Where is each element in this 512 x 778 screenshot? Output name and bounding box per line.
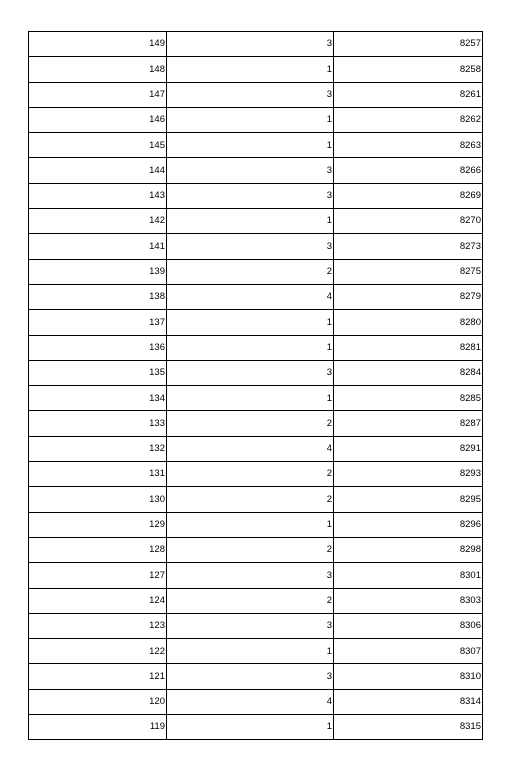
table-cell: 120 — [29, 689, 167, 714]
table-cell: 8298 — [334, 537, 483, 562]
table-cell: 2 — [167, 259, 334, 284]
table-cell: 139 — [29, 259, 167, 284]
table-cell: 8263 — [334, 133, 483, 158]
data-sheet — [28, 31, 482, 740]
table-cell: 8269 — [334, 183, 483, 208]
table-cell: 149 — [29, 32, 167, 57]
table-cell: 119 — [29, 715, 167, 740]
table-cell: 2 — [167, 462, 334, 487]
table-cell: 8266 — [334, 158, 483, 183]
table-cell: 3 — [167, 82, 334, 107]
table-cell: 4 — [167, 436, 334, 461]
table-row — [29, 487, 483, 512]
table-cell: 4 — [167, 689, 334, 714]
table-cell: 148 — [29, 57, 167, 82]
table-cell: 8293 — [334, 462, 483, 487]
table-cell: 136 — [29, 335, 167, 360]
table-cell: 8285 — [334, 386, 483, 411]
table-cell: 132 — [29, 436, 167, 461]
table-row — [29, 715, 483, 740]
table-cell: 8310 — [334, 664, 483, 689]
table-cell: 135 — [29, 360, 167, 385]
table-cell: 145 — [29, 133, 167, 158]
table-cell: 3 — [167, 234, 334, 259]
table-cell: 8270 — [334, 209, 483, 234]
table-cell: 128 — [29, 537, 167, 562]
table-row — [29, 133, 483, 158]
table-cell: 134 — [29, 386, 167, 411]
table-row — [29, 183, 483, 208]
table-cell: 1 — [167, 512, 334, 537]
table-row — [29, 512, 483, 537]
table-row — [29, 462, 483, 487]
table-cell: 1 — [167, 57, 334, 82]
table-row — [29, 386, 483, 411]
table-row — [29, 563, 483, 588]
table-cell: 8281 — [334, 335, 483, 360]
table-cell: 8314 — [334, 689, 483, 714]
table-cell: 1 — [167, 310, 334, 335]
table-cell: 8307 — [334, 639, 483, 664]
table-cell: 2 — [167, 537, 334, 562]
table-cell: 1 — [167, 639, 334, 664]
table-row — [29, 32, 483, 57]
table-cell: 8295 — [334, 487, 483, 512]
table-row — [29, 613, 483, 638]
table-cell: 8301 — [334, 563, 483, 588]
table-cell: 123 — [29, 613, 167, 638]
table-cell: 8315 — [334, 715, 483, 740]
table-body — [29, 32, 483, 740]
table-cell: 3 — [167, 613, 334, 638]
table-cell: 130 — [29, 487, 167, 512]
table-row — [29, 158, 483, 183]
table-cell: 3 — [167, 183, 334, 208]
table-cell: 146 — [29, 107, 167, 132]
table-cell: 8275 — [334, 259, 483, 284]
data-table — [28, 31, 483, 740]
table-cell: 127 — [29, 563, 167, 588]
table-cell: 8291 — [334, 436, 483, 461]
table-cell: 3 — [167, 664, 334, 689]
table-cell: 2 — [167, 487, 334, 512]
table-cell: 4 — [167, 284, 334, 309]
table-cell: 122 — [29, 639, 167, 664]
table-cell: 8257 — [334, 32, 483, 57]
table-row — [29, 82, 483, 107]
table-cell: 3 — [167, 360, 334, 385]
table-cell: 144 — [29, 158, 167, 183]
table-cell: 124 — [29, 588, 167, 613]
table-row — [29, 588, 483, 613]
table-cell: 1 — [167, 107, 334, 132]
table-cell: 1 — [167, 715, 334, 740]
table-row — [29, 310, 483, 335]
table-row — [29, 664, 483, 689]
table-cell: 143 — [29, 183, 167, 208]
table-row — [29, 107, 483, 132]
table-cell: 3 — [167, 158, 334, 183]
table-cell: 8279 — [334, 284, 483, 309]
table-cell: 8258 — [334, 57, 483, 82]
table-cell: 8296 — [334, 512, 483, 537]
table-row — [29, 411, 483, 436]
table-cell: 8306 — [334, 613, 483, 638]
table-cell: 3 — [167, 32, 334, 57]
table-cell: 8273 — [334, 234, 483, 259]
table-row — [29, 335, 483, 360]
table-row — [29, 259, 483, 284]
table-row — [29, 537, 483, 562]
table-cell: 2 — [167, 411, 334, 436]
table-row — [29, 639, 483, 664]
table-cell: 133 — [29, 411, 167, 436]
table-row — [29, 284, 483, 309]
table-cell: 8262 — [334, 107, 483, 132]
table-cell: 8303 — [334, 588, 483, 613]
table-cell: 8284 — [334, 360, 483, 385]
table-cell: 3 — [167, 563, 334, 588]
table-cell: 8287 — [334, 411, 483, 436]
table-cell: 1 — [167, 133, 334, 158]
table-cell: 2 — [167, 588, 334, 613]
table-row — [29, 234, 483, 259]
table-cell: 147 — [29, 82, 167, 107]
table-cell: 8280 — [334, 310, 483, 335]
table-cell: 8261 — [334, 82, 483, 107]
table-cell: 121 — [29, 664, 167, 689]
table-cell: 1 — [167, 335, 334, 360]
table-row — [29, 209, 483, 234]
table-row — [29, 436, 483, 461]
table-cell: 138 — [29, 284, 167, 309]
table-cell: 142 — [29, 209, 167, 234]
table-row — [29, 57, 483, 82]
table-row — [29, 689, 483, 714]
table-cell: 129 — [29, 512, 167, 537]
table-cell: 141 — [29, 234, 167, 259]
table-cell: 131 — [29, 462, 167, 487]
table-cell: 137 — [29, 310, 167, 335]
table-row — [29, 360, 483, 385]
table-cell: 1 — [167, 386, 334, 411]
table-cell: 1 — [167, 209, 334, 234]
